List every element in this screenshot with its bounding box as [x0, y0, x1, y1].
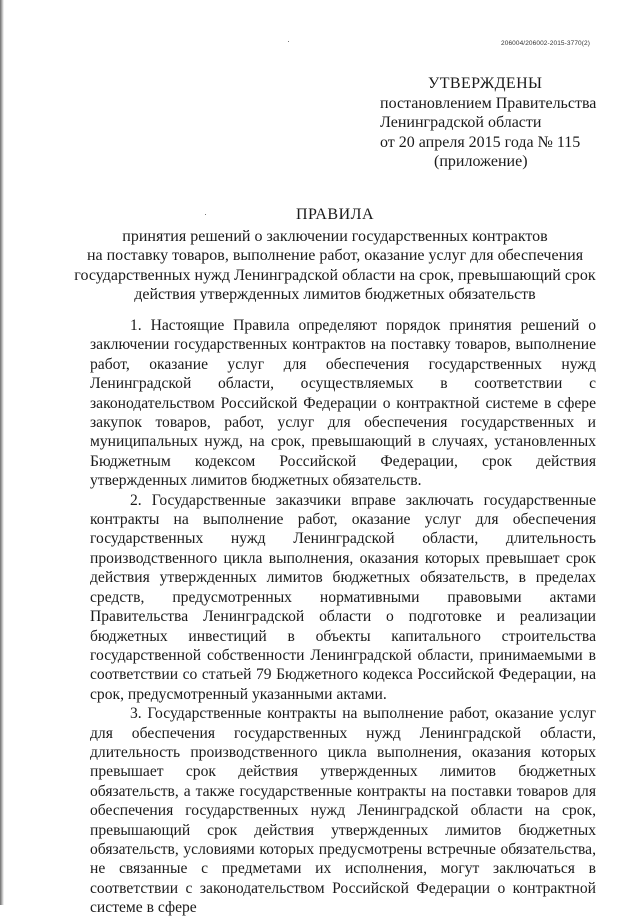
subtitle-line: государственных нужд Ленинградской области на срок, превышающий срок [74, 266, 596, 284]
appendix-label: (приложение) [434, 153, 528, 170]
approval-line: постановлением Правительства [380, 94, 597, 112]
scan-edge-shadow [0, 0, 4, 905]
document-title-block [60, 205, 610, 305]
approval-line: от 20 апреля 2015 года № 115 [380, 133, 581, 151]
approved-heading: УТВЕРЖДЕНЫ [428, 75, 543, 92]
subtitle-line: принятия решений о заключении государственных контрактов [122, 227, 548, 245]
approval-line: Ленинградской области [380, 114, 542, 131]
subtitle-line: действия утвержденных лимитов бюджетных обязательств [134, 286, 536, 303]
document-body [90, 316, 596, 918]
rule-paragraph-3: 3. Государственные контракты на выполнение работ, оказание услуг для обеспечения государственных нужд Ленинградской области, длительность производственного цикла выполнения, оказания которых превышает срок действия утвержденных лимитов бюджетных обязательств, а также государственные контракты на поставки товаров для обеспечения государственных нужд Ленинградской области на срок, превышающий срок действия утвержденных лимитов бюджетных обязательств, условиями которых предусмотрены встречные обязательства, не связанные с предметами их исполнения, могут заключаться в соответствии с законодательством Российской Федерации о контрактной системе в сфере [90, 705, 596, 917]
document-number: 206004/206002-2015-3770(2) [501, 40, 590, 47]
scan-speck [205, 214, 206, 215]
scan-speck [288, 41, 289, 42]
subtitle-line: на поставку товаров, выполнение работ, оказание услуг для обеспечения [86, 247, 584, 264]
rule-paragraph-1: 1. Настоящие Правила определяют порядок принятия решений о заключении государственных контрактов на поставку товаров, выполнение работ, оказание услуг для обеспечения государственных нужд Ленинградской области, осуществляемых в соответствии с законодательством Российской Федерации о контрактной системе в сфере закупок товаров, работ, услуг для обеспечения государственных и муниципальных нужд, на срок, превышающий в случаях, установленных Бюджетным кодексом Российской Федерации, срок действия утвержденных лимитов бюджетных обязательств. [90, 317, 596, 490]
document-title: ПРАВИЛА [295, 206, 375, 223]
rule-paragraph-2: 2. Государственные заказчики вправе заключать государственные контракты на выполнение работ, оказание услуг для обеспечения государственных нужд Ленинградской области, длительность производственного цикла выполнения, оказания которых превышает срок действия утвержденных лимитов бюджетных обязательств, в пределах средств, предусмотренных нормативными правовыми актами Правительства Ленинградской области о подготовке и реализации бюджетных инвестиций в объекты капитального строительства государственной собственности Ленинградской области, принимаемыми в соответствии со статьей 79 Бюджетного кодекса Российской Федерации, на срок, предусмотренный указанными актами. [90, 491, 596, 703]
approval-block [380, 74, 610, 172]
